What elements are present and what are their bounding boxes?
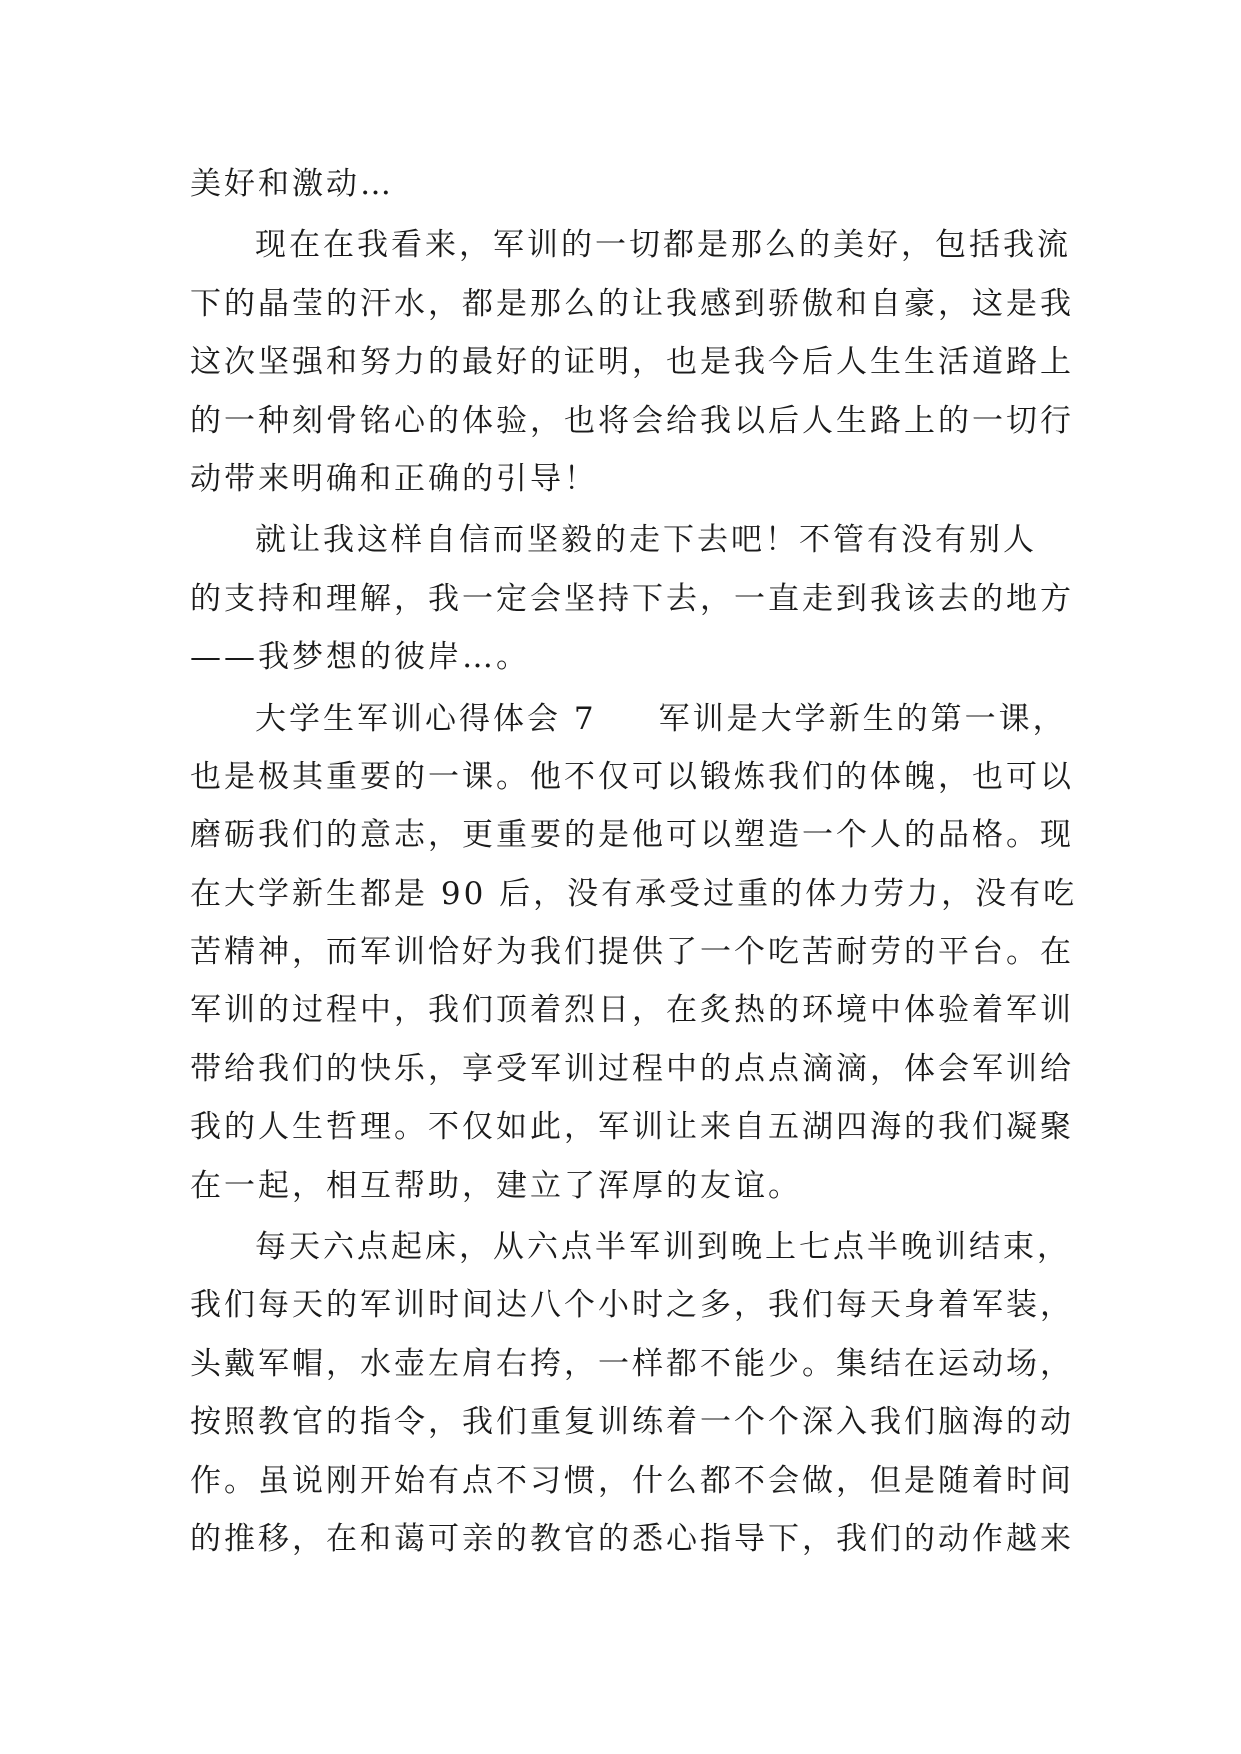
text-line: 在大学新生都是 90 后，没有承受过重的体力劳力，没有吃 [190, 875, 1078, 912]
paragraph-1 [190, 155, 1050, 213]
text-line: 苦精神，而军训恰好为我们提供了一个吃苦耐劳的平台。在 [190, 934, 1074, 971]
text-line: 头戴军帽，水壶左肩右挎，一样都不能少。集结在运动场， [190, 1345, 1074, 1382]
paragraph-3 [190, 511, 1074, 686]
text-line: 按照教官的指令，我们重复训练着一个个深入我们脑海的动 [190, 1404, 1074, 1441]
text-line: 现在在我看来，军训的一切都是那么的美好，包括我流 [255, 227, 1071, 264]
text-line [190, 690, 1067, 748]
text-line: 美好和激动… [190, 166, 394, 202]
text-line: 就让我这样自信而坚毅的走下去吧！不管有没有别人 [255, 522, 1037, 559]
text-line: 的支持和理解，我一定会坚持下去，一直走到我该去的地方 [190, 580, 1074, 617]
text-line: 的推移，在和蔼可亲的教官的悉心指导下，我们的动作越来 [190, 1520, 1074, 1557]
text-line: 下的晶莹的汗水，都是那么的让我感到骄傲和自豪，这是我 [190, 285, 1074, 322]
text-line: 我们每天的军训时间达八个小时之多，我们每天身着军装， [190, 1287, 1074, 1324]
document-body [190, 155, 1078, 1568]
text-line: 动带来明确和正确的引导！ [190, 460, 598, 497]
text-line: 带给我们的快乐，享受军训过程中的点点滴滴，体会军训给 [190, 1050, 1074, 1087]
text-line: 在一起，相互帮助，建立了浑厚的友谊。 [190, 1167, 802, 1204]
paragraph-2 [190, 216, 1074, 508]
text-line: 我的人生哲理。不仅如此，军训让来自五湖四海的我们凝聚 [190, 1109, 1074, 1146]
section-heading: 大学生军训心得体会 7 [255, 700, 597, 737]
text-line: 的一种刻骨铭心的体验，也将会给我以后人生路上的一切行 [190, 402, 1074, 439]
text-line: 每天六点起床，从六点半军训到晚上七点半晚训结束， [255, 1229, 1071, 1266]
text-line: 军训的过程中，我们顶着烈日，在炙热的环境中体验着军训 [190, 992, 1074, 1029]
paragraph-4 [190, 690, 1078, 1216]
text-line: 作。虽说刚开始有点不习惯，什么都不会做，但是随着时间 [190, 1462, 1074, 1499]
text-line: 也是极其重要的一课。他不仅可以锻炼我们的体魄，也可以 [190, 758, 1074, 795]
paragraph-5 [190, 1218, 1074, 1568]
text-line: 磨砺我们的意志，更重要的是他可以塑造一个人的品格。现 [190, 817, 1074, 854]
text-line: 这次坚强和努力的最好的证明，也是我今后人生生活道路上 [190, 344, 1074, 381]
heading-line-text: 军训是大学新生的第一课， [658, 700, 1067, 737]
text-line: ——我梦想的彼岸…。 [190, 639, 530, 676]
